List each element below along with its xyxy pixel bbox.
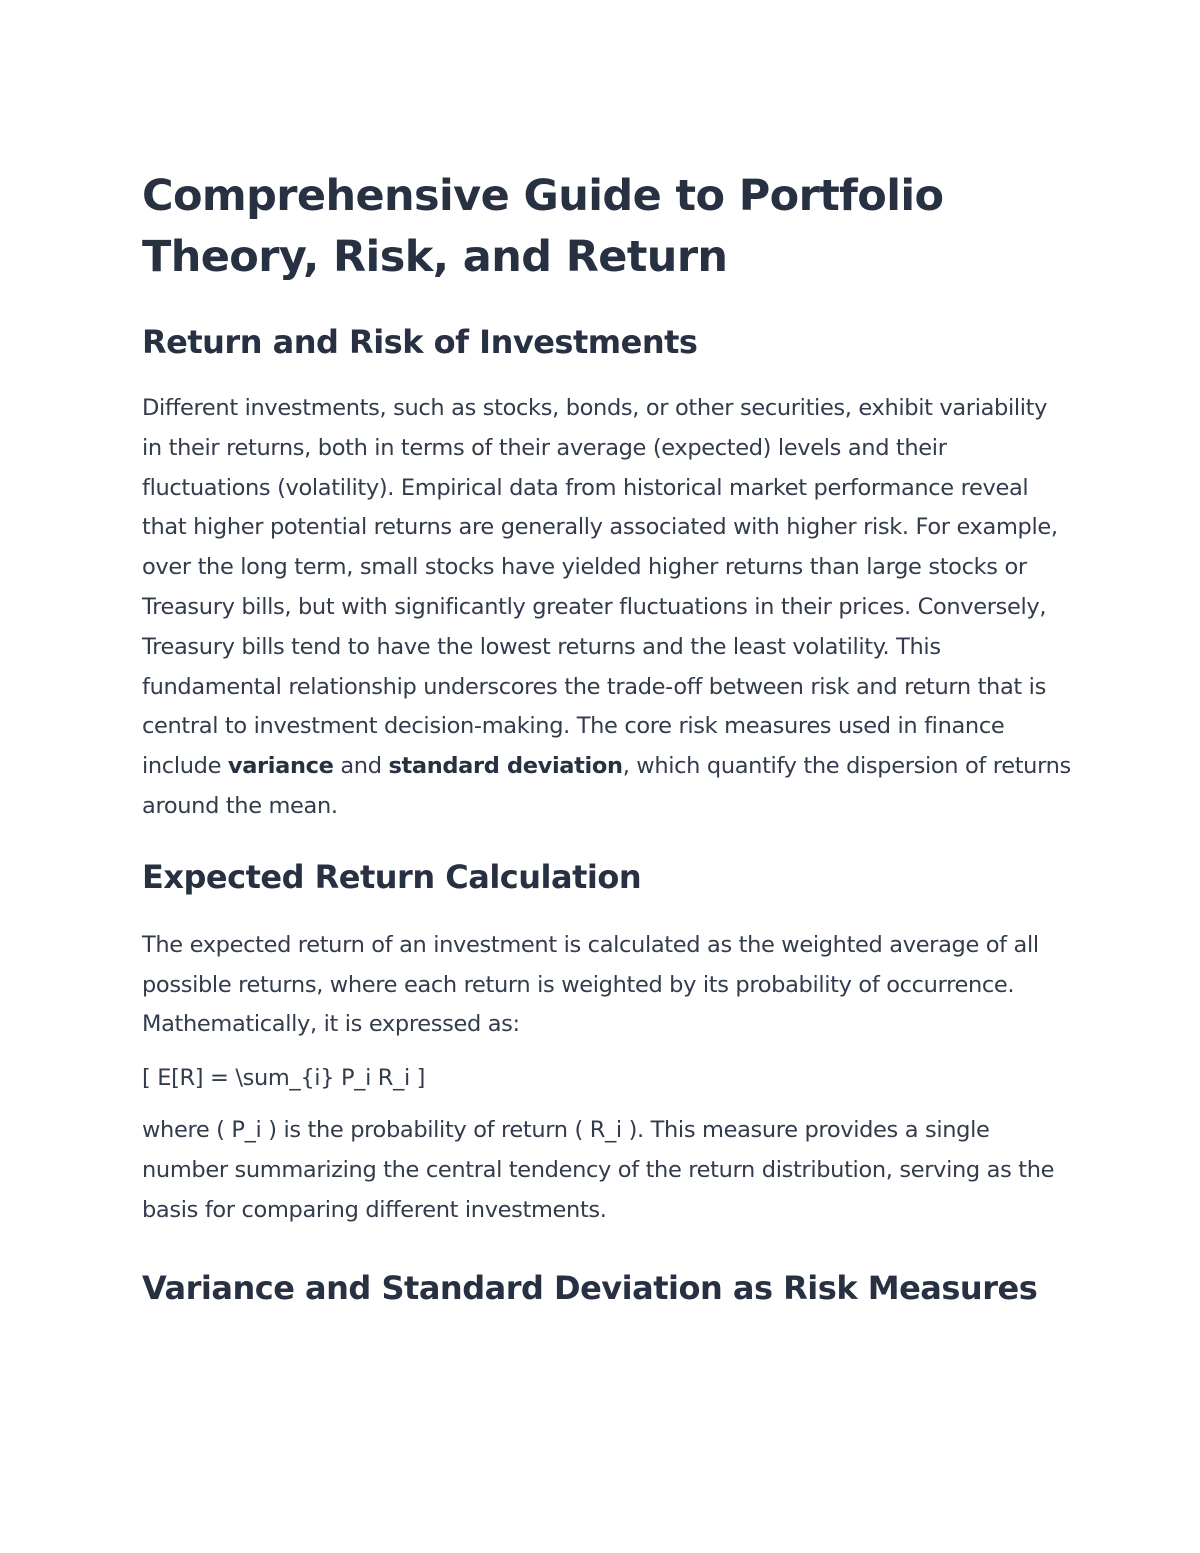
paragraph-text: , which quantify the dispersion of returns around the mean.: [142, 753, 1071, 819]
section-heading-return-and-risk: Return and Risk of Investments: [142, 323, 698, 361]
section-paragraph-return-and-risk: [142, 389, 1072, 827]
section-heading-variance-std-dev: Variance and Standard Deviation as Risk Measures: [142, 1269, 1038, 1308]
document-page: [142, 166, 1072, 1317]
section-paragraph-expected-return: The expected return of an investment is calculated as the weighted average of all possible returns, where each return is weighted by its probability of occurrence. Mathematically, it is expressed as:: [142, 931, 1039, 1038]
paragraph-text: Different investments, such as stocks, bonds, or other securities, exhibit variability in their returns, both in terms of their average (expected) levels and their fluctuations (volatility). Empirical data from historical market performance reveal that higher potential returns are generally associated with higher risk. For example, over the long term, small stocks have yielded higher returns than large stocks or Treasury bills, but with significantly greater fluctuations in their prices. Conversely, Treasury bills tend to have the lowest returns and the least volatility. This fundamental relationship underscores the trade-off between risk and return that is central to investment decision-making. The core risk measures used in finance include: [142, 395, 1058, 780]
bold-term-variance: variance: [227, 753, 334, 780]
paragraph-text: and: [333, 753, 389, 780]
document-title: Comprehensive Guide to Portfolio Theory, Risk, and Return: [142, 171, 944, 282]
bold-term-standard-deviation: standard deviation: [388, 753, 623, 780]
section-heading-expected-return: Expected Return Calculation: [142, 857, 642, 896]
formula-explanation-paragraph: where ( P_i ) is the probability of return ( R_i ). This measure provides a single number summarizing the central tendency of the return distribution, serving as the basis for comparing different investments.: [142, 1116, 1055, 1223]
expected-return-formula: [ E[R] = \sum_{i} P_i R_i ]: [142, 1065, 426, 1092]
